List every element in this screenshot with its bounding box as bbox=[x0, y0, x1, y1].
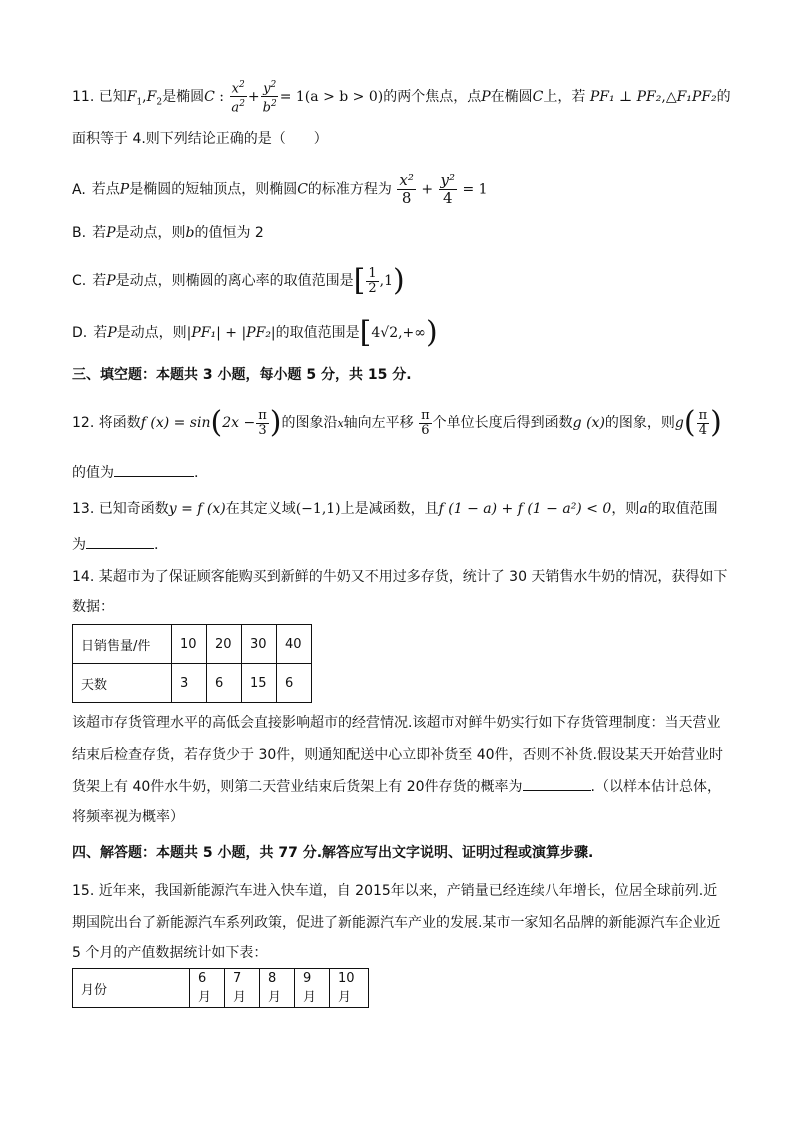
table-cell: 10月 bbox=[330, 969, 369, 1008]
table-row bbox=[73, 664, 312, 703]
table-cell: 20 bbox=[207, 625, 242, 664]
q14-sales-table bbox=[72, 624, 312, 703]
q12-line2: 的值为 . bbox=[72, 462, 198, 484]
q14-answer-blank[interactable] bbox=[523, 776, 591, 791]
table-row bbox=[73, 625, 312, 664]
table-cell: 10 bbox=[172, 625, 207, 664]
q11-line1: 11. 已知$F_1,F_2$是椭圆C : $\frac{x^2}{a^2}$ + $\frac{y^2}{b^2}$ = 1(a > b > 0)的两个焦点，点P在椭圆C上，若 PF₁ ⊥ PF₂,△F₁PF₂的 bbox=[72, 80, 731, 116]
q14-line2: 数据： bbox=[72, 599, 114, 615]
table-cell: 3 bbox=[172, 664, 207, 703]
table-cell: 9月 bbox=[295, 969, 330, 1008]
table-header-cell: 日销售量/件 bbox=[73, 625, 172, 664]
q15-line1: 15. 近年来，我国新能源汽车进入快车道，自 2015年以来，产销量已经连续八年增长，位居全球前列.近 bbox=[72, 883, 718, 899]
q11-option-d: D. 若P是动点，则|PF₁| + |PF₂|的取值范围是[4√2,+∞) bbox=[72, 315, 438, 350]
q15-output-table bbox=[72, 968, 369, 1008]
q11-number: 11. bbox=[72, 88, 95, 105]
table-cell: 6月 bbox=[190, 969, 225, 1008]
q14-para-line4: 将频率视为概率） bbox=[72, 809, 184, 825]
table-cell: 8月 bbox=[260, 969, 295, 1008]
table-cell: 7月 bbox=[225, 969, 260, 1008]
section-4-heading: 四、解答题：本题共 5 小题，共 77 分.解答应写出文字说明、证明过程或演算步骤. bbox=[72, 845, 594, 861]
table-row bbox=[73, 969, 369, 1008]
q13-answer-blank[interactable] bbox=[86, 534, 154, 549]
table-header-cell: 天数 bbox=[73, 664, 172, 703]
q14-line1: 14. 某超市为了保证顾客能购买到新鲜的牛奶又不用过多存货，统计了 30 天销售水牛奶的情况，获得如下 bbox=[72, 569, 728, 585]
table-cell: 6 bbox=[207, 664, 242, 703]
q11-option-b: B. 若P是动点，则b的值恒为 2 bbox=[72, 225, 264, 241]
q11-line2: 面积等于 4.则下列结论正确的是（ ） bbox=[72, 131, 328, 147]
q14-para-line3: 货架上有 40件水牛奶，则第二天营业结束后货架上有 20件存货的概率为 .（以样本估计总体， bbox=[72, 776, 721, 798]
q11-y-frac: $\frac{y^2}{b^2}$ bbox=[262, 80, 277, 116]
q13-line1: 13. 已知奇函数y = f (x)在其定义域(−1,1)上是减函数，且f (1 − a) + f (1 − a²) < 0，则a的取值范围 bbox=[72, 501, 718, 517]
table-cell: 40 bbox=[277, 625, 312, 664]
table-cell: 30 bbox=[242, 625, 277, 664]
q11-x-frac: $\frac{x^2}{a^2}$ bbox=[231, 80, 245, 116]
q13-line2: 为 . bbox=[72, 534, 158, 556]
q15-line3: 5 个月的产值数据统计如下表： bbox=[72, 945, 268, 961]
q11-option-a: A. 若点P是椭圆的短轴顶点，则椭圆C的标准方程为 $\frac{\text{x²}}{8}$ + $\frac{\text{y²}}{4}$ = 1 bbox=[72, 171, 488, 207]
table-header-cell: 月份 bbox=[73, 969, 190, 1008]
table-cell: 15 bbox=[242, 664, 277, 703]
section-3-heading: 三、填空题：本题共 3 小题，每小题 5 分，共 15 分. bbox=[72, 367, 412, 383]
q14-para-line1: 该超市存货管理水平的高低会直接影响超市的经营情况.该超市对鲜牛奶实行如下存货管理制度：当天营业 bbox=[72, 715, 721, 731]
q11-option-c: C. 若P是动点，则椭圆的离心率的取值范围是[ $\frac{1}{2}$ ,1) bbox=[72, 263, 405, 298]
q12-line1: 12. 将函数f (x) = sin(2x − $\frac{\pi}{3}$ )的图象沿x轴向左平移 $\frac{\pi}{6}$ 个单位长度后得到函数g (x)的图象，则g( $\frac{\pi}{4}$ ) bbox=[72, 405, 722, 440]
table-cell: 6 bbox=[277, 664, 312, 703]
q15-line2: 期国院出台了新能源汽车系列政策，促进了新能源汽车产业的发展.某市一家知名品牌的新能源汽车企业近 bbox=[72, 915, 721, 931]
q14-para-line2: 结束后检查存货，若存货少于 30件，则通知配送中心立即补货至 40件，否则不补货.假设某天开始营业时 bbox=[72, 747, 723, 763]
q12-answer-blank[interactable] bbox=[114, 462, 194, 477]
